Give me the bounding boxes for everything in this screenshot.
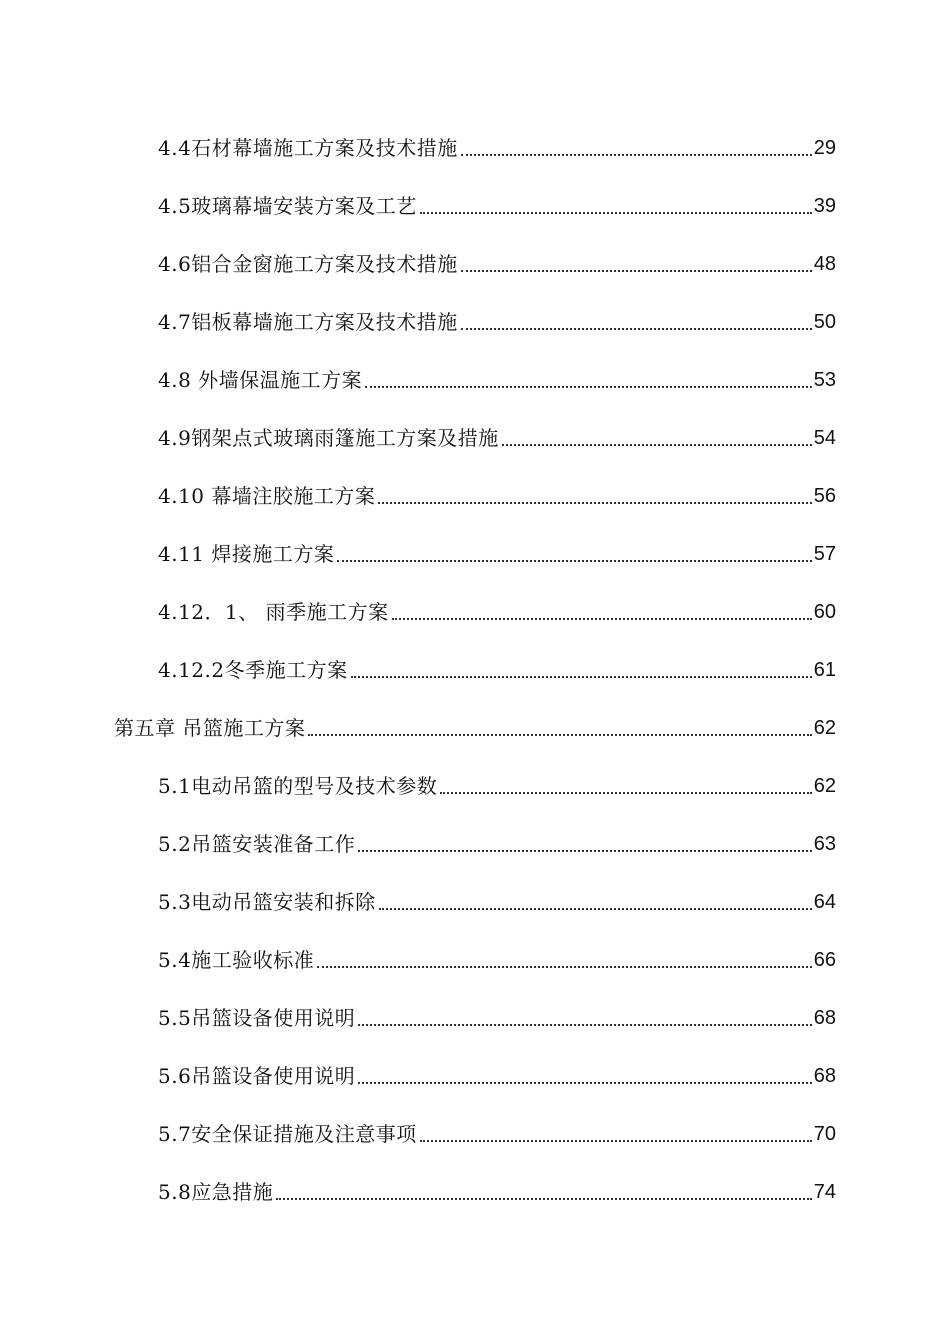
toc-entry-page: 62 [813, 717, 836, 739]
toc-entry[interactable] [158, 423, 836, 453]
toc-entry-title: 4.9钢架点式玻璃雨篷施工方案及措施 [158, 426, 499, 450]
toc-entry-page: 39 [813, 195, 836, 217]
dot-leader [351, 674, 812, 678]
dot-leader [420, 1138, 812, 1142]
dot-leader [461, 152, 812, 156]
dot-leader [420, 210, 812, 214]
toc-entry[interactable] [158, 829, 836, 859]
toc-entry[interactable] [158, 365, 836, 395]
toc-entry[interactable] [158, 655, 836, 685]
toc-entry-title: 5.6吊篮设备使用说明 [158, 1064, 356, 1088]
toc-entry[interactable] [158, 771, 836, 801]
dot-leader [308, 732, 811, 736]
dot-leader [379, 906, 812, 910]
toc-entry-page: 66 [813, 949, 836, 971]
toc-entry-page: 68 [813, 1007, 836, 1029]
toc-entry-title: 4.6铝合金窗施工方案及技术措施 [158, 252, 458, 276]
dot-leader [502, 442, 812, 446]
toc-entry-page: 74 [813, 1181, 836, 1203]
toc-entry-page: 68 [813, 1065, 836, 1087]
toc-entry[interactable] [158, 539, 836, 569]
toc-entry[interactable] [158, 191, 836, 221]
toc-entry-page: 62 [813, 775, 836, 797]
dot-leader [461, 268, 812, 272]
toc-entry-page: 48 [813, 253, 836, 275]
toc-entry[interactable] [158, 1003, 836, 1033]
dot-leader [358, 1080, 811, 1084]
dot-leader [392, 616, 812, 620]
toc-entry-page: 63 [813, 833, 836, 855]
dot-leader [365, 384, 812, 388]
toc-entry-page: 61 [813, 659, 836, 681]
toc-entry-title: 4.12.2冬季施工方案 [158, 658, 348, 682]
toc-chapter-entry[interactable] [114, 713, 836, 743]
toc-entry-title: 4.8 外墙保温施工方案 [158, 368, 363, 392]
toc-entry-title: 5.5吊篮设备使用说明 [158, 1006, 356, 1030]
toc-entry-title: 5.3电动吊篮安装和拆除 [158, 890, 376, 914]
toc-entry-page: 53 [813, 369, 836, 391]
toc-entry[interactable] [158, 1177, 836, 1207]
toc-entry[interactable] [158, 1119, 836, 1149]
toc-entry-title: 5.4施工验收标准 [158, 948, 315, 972]
toc-entry[interactable] [158, 133, 836, 163]
toc-entry-title: 4.10 幕墙注胶施工方案 [158, 484, 376, 508]
toc-entry-title: 5.2吊篮安装准备工作 [158, 832, 356, 856]
toc-entry-title: 5.7安全保证措施及注意事项 [158, 1122, 417, 1146]
toc-entry-title: 4.5玻璃幕墙安装方案及工艺 [158, 194, 417, 218]
dot-leader [440, 790, 811, 794]
toc-entry[interactable] [158, 1061, 836, 1091]
toc-entry-page: 60 [813, 601, 836, 623]
toc-entry-title: 4.7铝板幕墙施工方案及技术措施 [158, 310, 458, 334]
toc-entry-page: 56 [813, 485, 836, 507]
toc-entry-title: 5.8应急措施 [158, 1180, 274, 1204]
toc-entry-page: 70 [813, 1123, 836, 1145]
toc-entry-title: 第五章 吊篮施工方案 [114, 716, 306, 740]
toc-entry[interactable] [158, 307, 836, 337]
toc-entry-page: 54 [813, 427, 836, 449]
toc-entry-title: 5.1电动吊篮的型号及技术参数 [158, 774, 438, 798]
toc-entry[interactable] [158, 597, 836, 627]
toc-entry-title: 4.4石材幕墙施工方案及技术措施 [158, 136, 458, 160]
toc-entry[interactable] [158, 887, 836, 917]
dot-leader [317, 964, 811, 968]
dot-leader [378, 500, 811, 504]
toc-entry-title: 4.11 焊接施工方案 [158, 542, 335, 566]
dot-leader [337, 558, 811, 562]
toc-entry[interactable] [158, 249, 836, 279]
toc-entry-page: 57 [813, 543, 836, 565]
dot-leader [358, 848, 811, 852]
toc-entry[interactable] [158, 481, 836, 511]
dot-leader [276, 1196, 811, 1200]
toc-entry-page: 64 [813, 891, 836, 913]
toc-entry-page: 50 [813, 311, 836, 333]
dot-leader [358, 1022, 811, 1026]
toc-entry-title: 4.12．1、 雨季施工方案 [158, 600, 389, 624]
dot-leader [461, 326, 812, 330]
toc-entry-page: 29 [813, 137, 836, 159]
toc-entry[interactable] [158, 945, 836, 975]
